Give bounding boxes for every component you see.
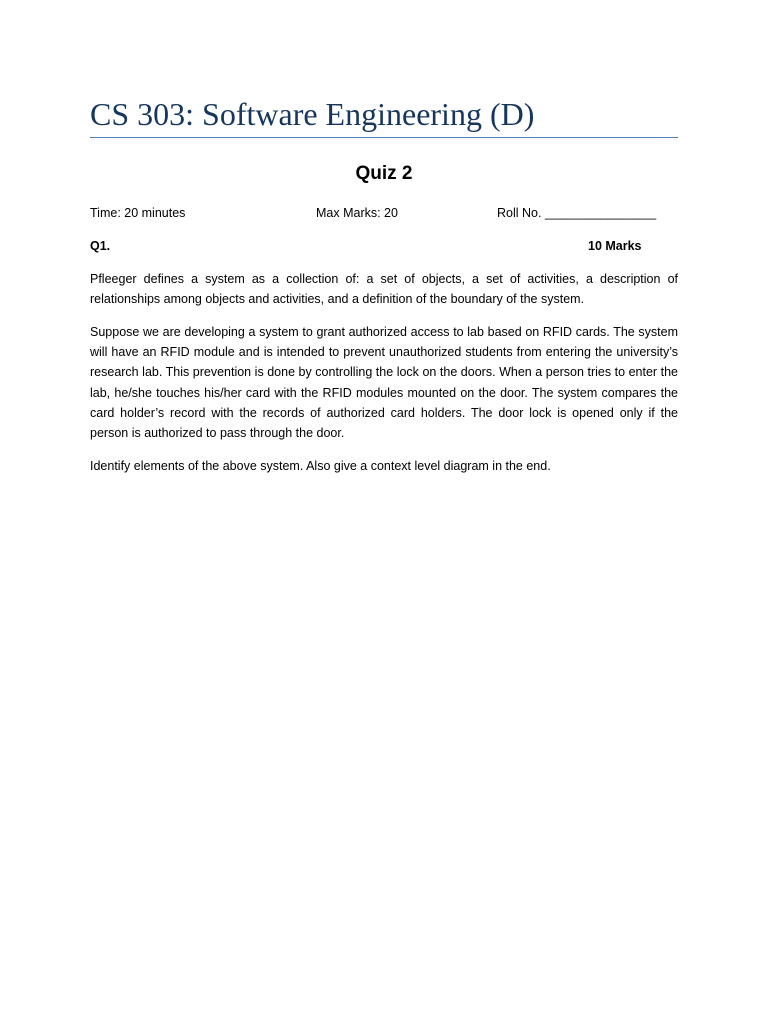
document-title: CS 303: Software Engineering (D) [90, 96, 535, 132]
paragraph-rfid-scenario: Suppose we are developing a system to grant authorized access to lab based on RFID cards. The system will have an RFID module and is intended to prevent unauthorized students from entering the university’s research lab. This prevention is done by controlling the lock on the doors. When a person tries to enter the lab, he/she touches his/her card with the RFID modules mounted on the door. The system compares the card holder’s record with the records of authorized card holders. The door lock is opened only if the person is authorized to pass through the door. [90, 325, 678, 441]
max-marks: Max Marks: 20 [316, 206, 398, 220]
quiz-heading: Quiz 2 [355, 163, 413, 184]
question-marks: 10 Marks [588, 239, 642, 253]
roll-number-field: Roll No. ________________ [497, 206, 657, 220]
title-underline [90, 137, 678, 138]
paragraph-system-definition: Pfleeger defines a system as a collection of: a set of objects, a set of activities, a description of relationships among objects and activities, and a definition of the boundary of the system. [90, 272, 678, 307]
time-limit: Time: 20 minutes [90, 206, 186, 220]
question-label: Q1. [90, 239, 111, 253]
paragraph-task: Identify elements of the above system. Also give a context level diagram in the end. [90, 459, 551, 473]
